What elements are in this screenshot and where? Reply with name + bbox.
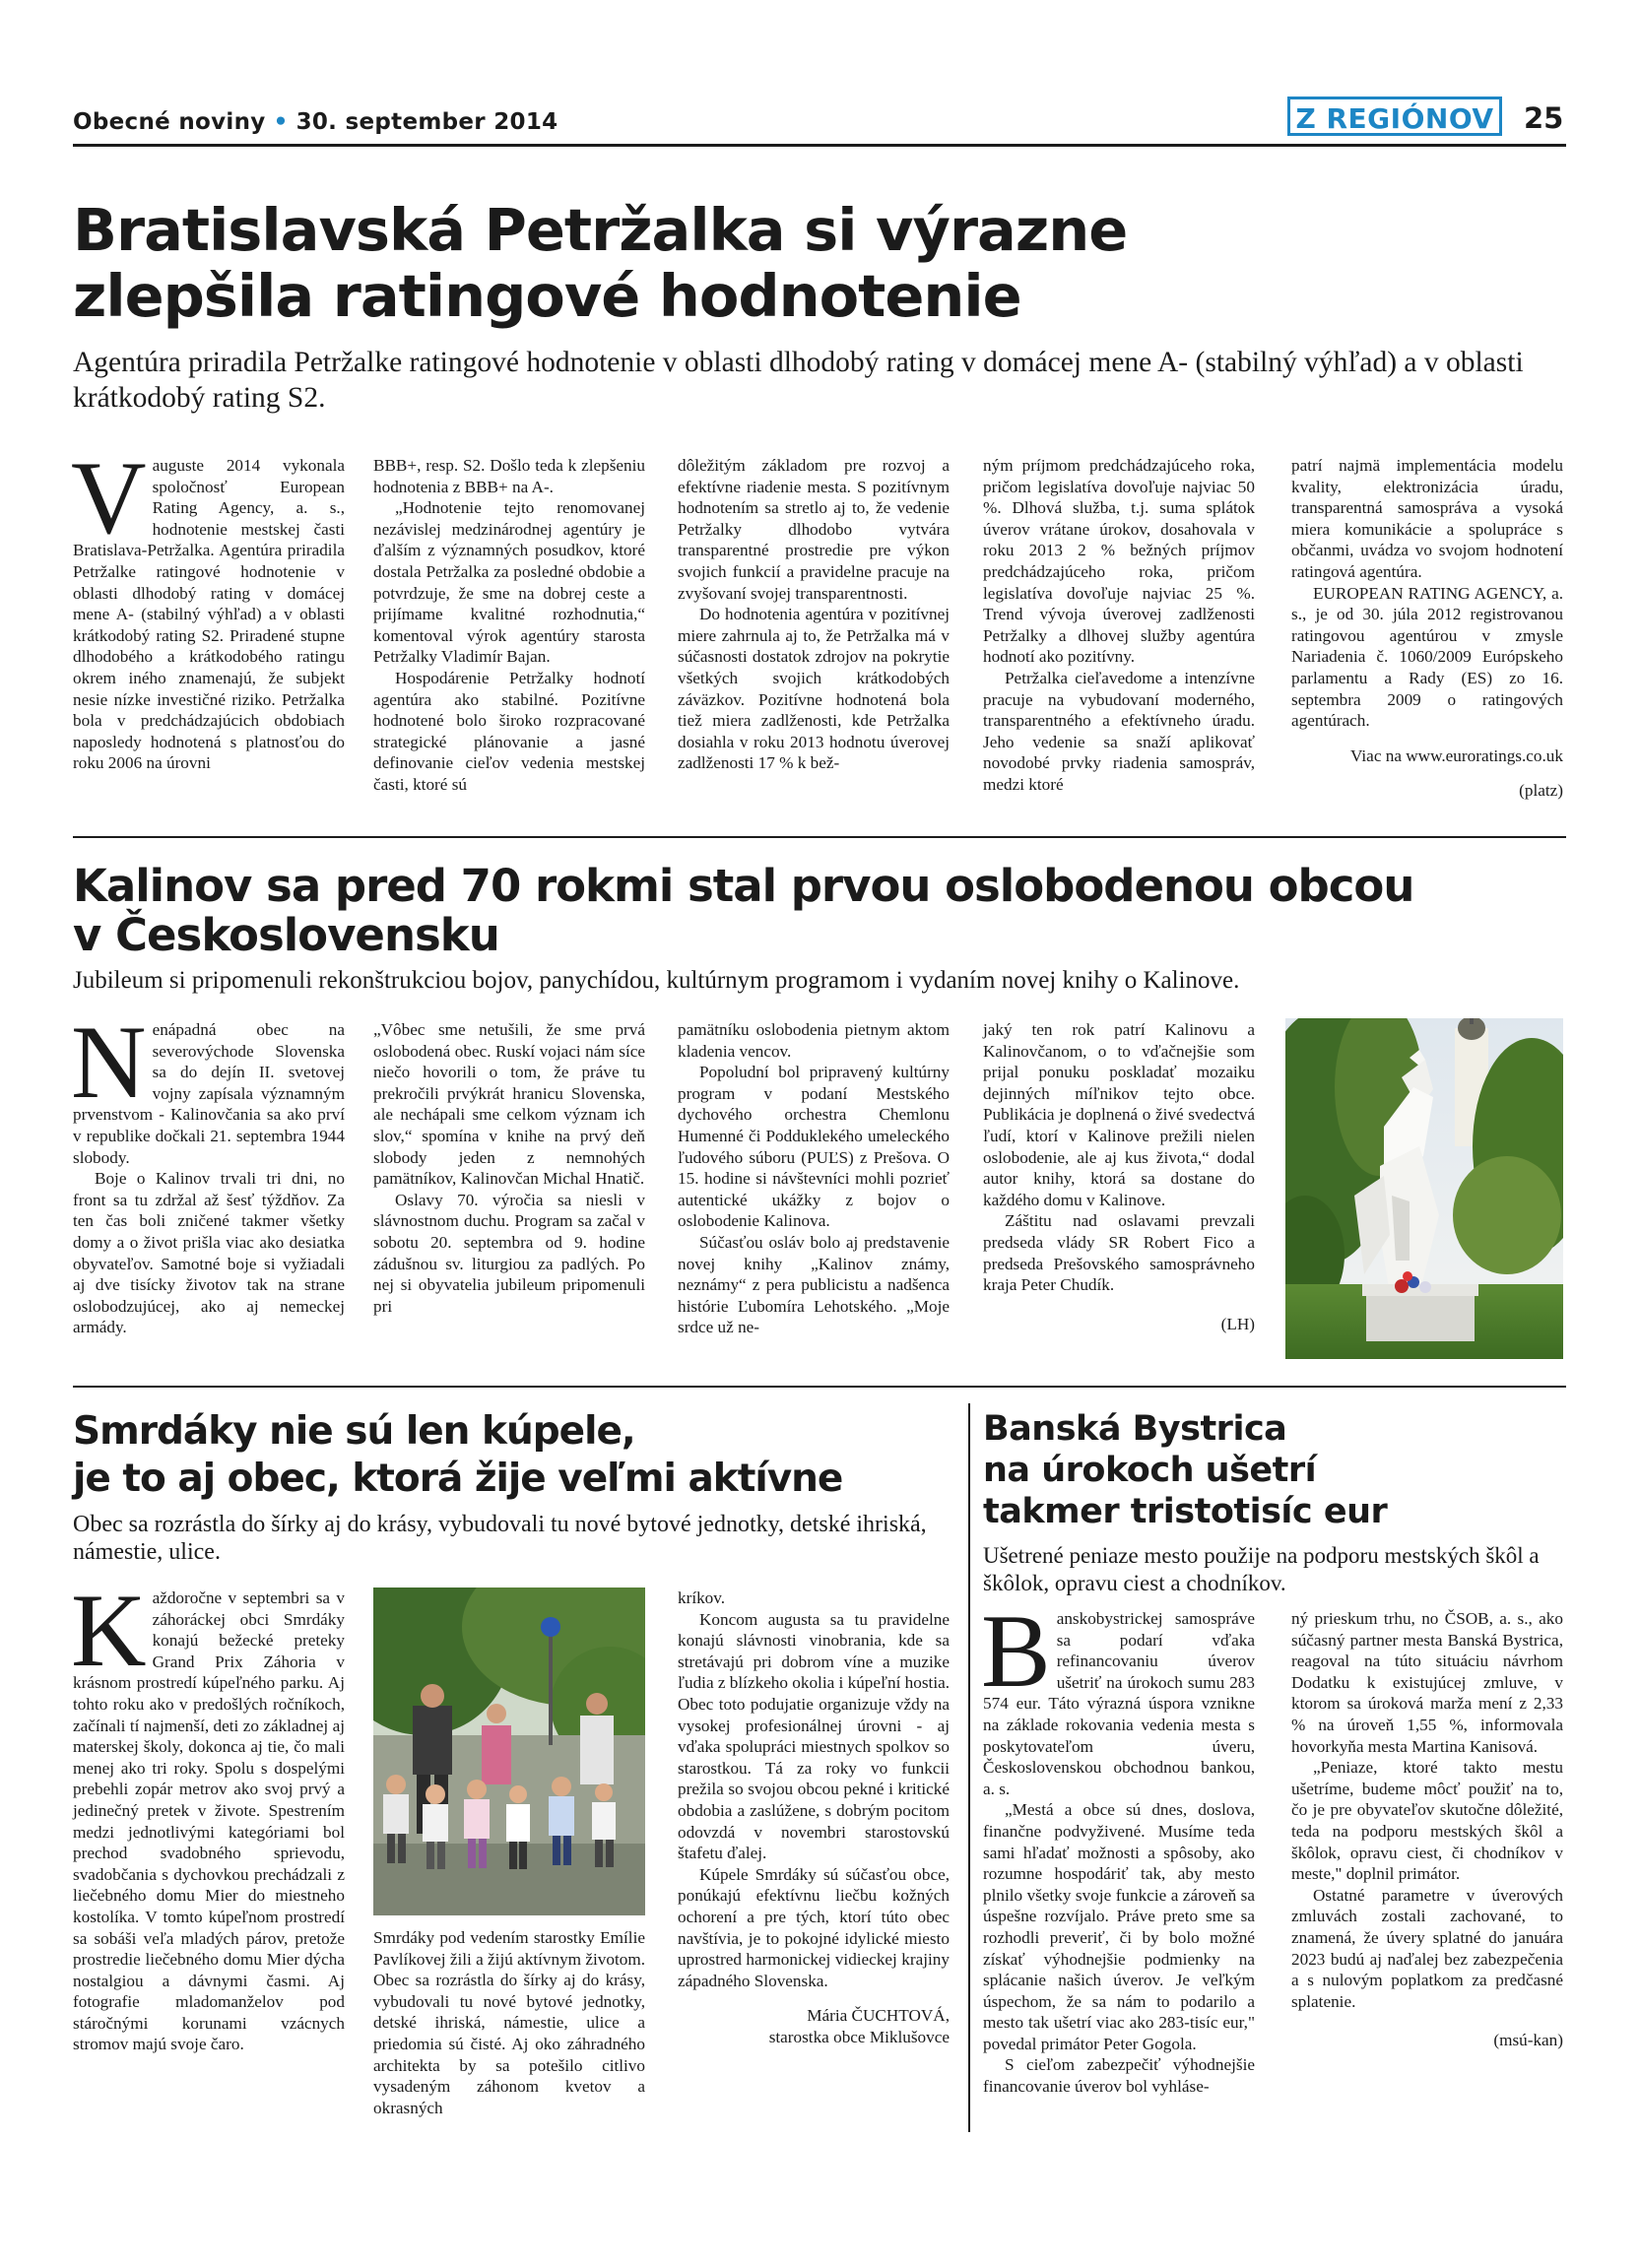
drop-cap: N bbox=[71, 1004, 147, 1120]
drop-cap: B bbox=[981, 1593, 1051, 1709]
body-text: Oslavy 70. výročia sa niesli v slávnostnom duchu. Program sa začal v sobotu 20. septembra od 9. hodine zádušnou sv. liturgiou za padlých. Po nej si obyvatelia jubileum pripomenuli pri bbox=[373, 1190, 645, 1316]
body-text: auguste 2014 vykonala spoločnosť European Rating Agency, a. s., hodnotenie mestskej časti Bratislava-Petržalka. Agentúra priradila Petržalke ratingové hodnotenie v oblasti dlhodobý rating v domácej mene A- (stabilný výhľad) a v oblasti krátkodobý rating S2. Priradené stupne dlhodobého a krátkodobého ratingu okrem iného znamenajú, že subjekt nesie nízke investičné riziko. Petržalka bola v predchádzajúcich obdobiach naposledy hodnotená s platnosťou do roku 2006 na úrovni bbox=[73, 456, 345, 773]
article4-column-1 bbox=[981, 1593, 1255, 2098]
author-name: Mária ČUCHTOVÁ, bbox=[807, 2006, 950, 2026]
article2-column-3 bbox=[678, 1019, 950, 1338]
headline-line-2: zlepšila ratingové hodnotenie bbox=[73, 262, 1021, 330]
body-text: Súčasťou osláv bolo aj predstavenie novej knihy „Kalinov známy, neznámy“ z pera publicistu a nadšenca histórie Ľubomíra Lehotského. „Moje srdce už ne- bbox=[678, 1232, 950, 1337]
drop-cap: V bbox=[71, 440, 147, 555]
body-text: aždoročne v septembri sa v záhoráckej obci Smrdáky konajú bežecké preteky Grand Prix Záhoria v krásnom prostredí kúpeľného parku. Aj tohto roku ako v predošlých ročníkoch, začínali tí najmenší, deti zo základnej aj materskej školy, dokonca aj tie, čo mali menej ako tri roky. Spolu s dospelými prebehli zopár metrov ako svoj prvý a jedinečný pretek v živote. Spestrením medzi jednotlivými kategóriami bol prechod svadobného sprievodu, svadobčania s dychovkou prechádzali z liečebného domu Mier do miestneho kostolíka. V tomto kúpeľnom prostredí sa sobáši veľa mladých párov, pretože prostredie liečebného domu Mier dýcha nostalgiou a dávnymi časmi. Aj fotografie mladomanželov pod stáročnými korunami vzácnych stromov majú svoje čaro. bbox=[73, 1588, 345, 2054]
article1-column-2 bbox=[373, 455, 645, 796]
monument-image-icon bbox=[1285, 1018, 1563, 1359]
headline-line-1: Bratislavská Petržalka si výrazne bbox=[73, 196, 1128, 264]
article-kalinov bbox=[73, 862, 1570, 996]
lead-paragraph: Obec sa rozrástla do šírky aj do krásy, vybudovali tu nové bytové jednotky, detské ihriská, námestie, ulice. bbox=[73, 1512, 927, 1565]
headline-line-3: takmer tristotisíc eur bbox=[983, 1492, 1388, 1531]
body-text: anskobystrickej samospráve sa podarí vďaka refinancovaniu úverov ušetriť na úrokoch sumu 283 574 eur. Táto výrazná úspora vznikne na základe rokovania vedenia mesta s poskytovateľom úveru, Československou obchodnou bankou, a. s. bbox=[983, 1609, 1255, 1798]
section-label: Z REGIÓNOV bbox=[1287, 97, 1502, 136]
body-text: enápadná obec na severovýchode Slovenska sa do dejín II. svetovej vojny zapísala významným prvenstvom - Kalinovčania sa ako prví v republike dočkali 21. septembra 1944 slobody. bbox=[73, 1020, 345, 1167]
photo-caption bbox=[373, 1927, 645, 2118]
lead-paragraph: Jubileum si pripomenuli rekonštrukciou bojov, panychídou, kultúrnym programom i vydaním novej knihy o Kalinove. bbox=[73, 967, 1240, 994]
body-text: jaký ten rok patrí Kalinovu a Kalinovčanom, o to vďačnejšie som prijal ponuku poskladať mozaiku dejinných míľnikov tejto obce. Publikácia je doplnená o živé svedectvá ľudí, ktorí v Kalinove prežili nielen oslobodenie, ale aj kus života,“ dodal autor knihy, ktorá sa dostane do každého domu v Kalinove. bbox=[983, 1020, 1255, 1209]
headline bbox=[73, 862, 1570, 960]
drop-cap: K bbox=[71, 1573, 147, 1688]
headline bbox=[983, 1408, 1564, 1532]
body-text: „Peniaze, ktoré takto mestu ušetríme, budeme môcť použiť na to, čo je pre obyvateľov skutočne dôležité, teda na podporu mestských škôl a škôlok, opravu ciest, či chodníkov v meste," doplnil primátor. bbox=[1291, 1758, 1563, 1884]
article2-column-2 bbox=[373, 1019, 645, 1317]
body-text: Boje o Kalinov trvali tri dni, no front sa tu zdržal až šesť týždňov. Za ten čas boli zničené takmer všetky domy a o život prišla viac ako desiatka obyvateľov. Samotné boje si vyžiadali aj dve tisícky životov tak na strane oslobodzujúcej, ako aj nemeckej armády. bbox=[73, 1169, 345, 1337]
body-text: kríkov. bbox=[678, 1588, 726, 1607]
article1-column-1 bbox=[71, 440, 345, 774]
body-text: „Vôbec sme netušili, že sme prvá oslobodená obec. Ruskí vojaci nám síce niečo hovorili o tom, že práve tu prekročili prvýkrát hranicu Slovenska, ale nechápali sme celkom význam ich slov,“ spomína v knihe na prvý deň slobody jeden z nemnohých pamätníkov, Kalinovčan Michal Hnatič. bbox=[373, 1020, 645, 1189]
author-role: starostka obce Miklušovce bbox=[768, 2027, 950, 2046]
body-text: Záštitu nad oslavami prevzali predseda vlády SR Robert Fico a predseda Prešovského samosprávneho kraja Peter Chudík. bbox=[983, 1211, 1255, 1295]
article1-column-5 bbox=[1291, 455, 1563, 802]
headline-line-1: Kalinov sa pred 70 rokmi stal prvou oslobodenou obcou bbox=[73, 860, 1414, 912]
article3-column-3 bbox=[678, 1588, 950, 2047]
lead-paragraph: Agentúra priradila Petržalke ratingové hodnotenie v oblasti dlhodobý rating v domácej mene A- (stabilný výhľad) a v oblasti krátkodobý rating S2. bbox=[73, 347, 1524, 414]
article1-column-3 bbox=[678, 455, 950, 774]
body-text: Kúpele Smrdáky sú súčasťou obce, ponúkajú efektívnu liečbu kožných ochorení a pre tých, ktorí túto obec navštívia, je to pokojné idylické miesto uprostred harmonickej vidieckej krajiny západného Slovenska. bbox=[678, 1864, 950, 1990]
body-text: Koncom augusta sa tu pravidelne konajú slávnosti vinobrania, kde sa stretávajú pri dobrom víne a muzike ľudia z blízkeho okolia i kúpeľní hostia. Obec toto podujatie organizuje vždy na vysokej profesionálnej úrovni - aj vďaka spolupráci miestnych spolkov so starostkou. Tá za roky vo funkcii prežila so svojou obcou pekné i kritické obdobia a zaslúžene, s dobrým pocitom odovzdá v novembri starostovskú štafetu ďalej. bbox=[678, 1609, 951, 1863]
lead-paragraph: Ušetrené peniaze mesto použije na podporu mestských škôl a škôlok, opravu ciest a chodníkov. bbox=[983, 1543, 1540, 1595]
website-link[interactable]: Viac na www.euroratings.co.uk bbox=[1350, 745, 1563, 765]
headline-line-1: Banská Bystrica bbox=[983, 1409, 1287, 1449]
author-signature: (msú-kan) bbox=[1493, 2031, 1563, 2050]
article1-column-4 bbox=[983, 455, 1255, 796]
body-text: Hospodárenie Petržalky hodnotí agentúra ako stabilné. Pozitívne hodnotené bolo široko rozpracované strategické plánovanie a jasné definovanie cieľov vedenia mestskej časti, ktoré sú bbox=[373, 668, 645, 794]
separator-dot-icon: • bbox=[273, 109, 289, 135]
children-race-image-icon bbox=[373, 1588, 645, 1915]
masthead bbox=[73, 109, 558, 135]
article-petrzalka bbox=[73, 197, 1570, 416]
body-text: Do hodnotenia agentúra v pozitívnej miere zahrnula aj to, že Petržalka má v súčasnosti dostatok zdrojov na pokrytie všetkých svojich krátkodobých záväzkov. Pozitívne hodnotená bola tiež miera zadlženosti, kde Petržalka dosiahla v roku 2013 hodnotu úverovej zadlženosti 17 % k bež- bbox=[678, 605, 950, 773]
page-number: 25 bbox=[1524, 101, 1564, 135]
headline bbox=[73, 197, 1570, 329]
issue-date: 30. september 2014 bbox=[295, 109, 558, 135]
body-text: ný prieskum trhu, no ČSOB, a. s., ako súčasný partner mesta Banská Bystrica, reagoval na túto situáciu návrhom Dodatku k existujúcej zmluve, v ktorom sa úroková marža mení z 2,33 % na úroveň 1,55 %, informovala hovorkyňa mesta Martina Kanisová. bbox=[1291, 1609, 1563, 1756]
body-text: „Mestá a obce sú dnes, doslova, finančne podvyživené. Musíme teda sami hľadať možnosti a spôsoby, ako rozumne hospodáriť tak, aby mesto plnilo všetky svoje funkcie a zároveň sa úspešne rozvíjalo. Práve preto sme sa rozhodli preveriť, či by bolo možné získať výhodnejšie podmienky na splácanie našich úverov. Je veľkým úspechom, že sa nám to podarilo a mesto tak ušetrí viac ako 283-tisíc eur," povedal primátor Peter Gogola. bbox=[983, 1800, 1255, 2053]
author-signature: (LH) bbox=[1220, 1314, 1255, 1333]
article3-column-1 bbox=[71, 1573, 345, 2055]
article2-column-4 bbox=[983, 1019, 1255, 1334]
body-text: „Hodnotenie tejto renomovanej nezávislej medzinárodnej agentúry je ďalším z významných posudkov, ktoré dostala Petržalka za posledné obdobie a potvrdzuje, že sme na dobrej ceste a prijímame kvalitné rozhodnutia,“ komentoval výrok agentúry starosta Petržalky Vladimír Bajan. bbox=[373, 498, 645, 667]
body-text: Ostatné parametre v úverových zmluvách zostali zachované, to znamená, že úvery splatné do januára 2023 budú aj naďalej bez zabezpečenia a s nulovým poplatkom za predčasné splatenie. bbox=[1291, 1885, 1563, 2011]
headline-line-1: Smrdáky nie sú len kúpele, bbox=[73, 1409, 635, 1454]
body-text: patrí najmä implementácia modelu kvality, elektronizácia úradu, transparentná samospráva a vysoká miera komunikácie a spolupráce s občanmi, uvádza vo svojom hodnotení ratingová agentúra. bbox=[1291, 456, 1563, 581]
body-text: ným príjmom predchádzajúceho roka, pričom legislatíva dovoľuje najviac 50 %. Dlhová služba, t.j. suma splátok úverov vrátane úrokov, dosahovala v roku 2013 2 % bežných príjmov predchádzajúceho roka, pričom legislatíva dovoľuje najviac 25 %. Trend vývoja úverovej zadlženosti Petržalky a dlhovej služby agentúra hodnotí ako pozitívny. bbox=[983, 456, 1255, 667]
body-text: EUROPEAN RATING AGENCY, a. s., je od 30. júla 2012 registrovanou ratingovou agentúrou v zmysle Nariadenia č. 1060/2009 Európskeho parlamentu a Rady (ES) zo 16. septembra 2009 o ratingových agentúrach. bbox=[1291, 583, 1563, 731]
body-text: Popoludní bol pripravený kultúrny program v podaní Mestského dychového orchestra Chemlonu Humenné či Podduklekého umeleckého ľudového súboru (PUĽS) z Prešova. O 15. hodine si návštevníci mohli pozrieť autentické ukážky z bojov o oslobodenie Kalinova. bbox=[678, 1063, 950, 1231]
body-text: BBB+, resp. S2. Došlo teda k zlepšeniu hodnotenia z BBB+ na A-. bbox=[373, 456, 645, 496]
header-rule bbox=[73, 144, 1566, 147]
column-divider bbox=[968, 1403, 970, 2132]
body-text: dôležitým základom pre rozvoj a efektívne riadenie mesta. S pozitívnym hodnotením sa stretlo aj to, že vedenie Petržalky dlhodobo vytvára transparentné prostredie pre výkon svojich funkcií a pravidelne pracuje na zvyšovaní svojej transparentnosti. bbox=[678, 456, 950, 603]
headline-line-2: v Československu bbox=[73, 909, 499, 961]
article4-column-2 bbox=[1291, 1608, 1563, 2051]
article-banska-bystrica bbox=[983, 1408, 1564, 1597]
article-smrdaky bbox=[73, 1408, 950, 1566]
body-text: pamätníku oslobodenia pietnym aktom kladenia vencov. bbox=[678, 1020, 950, 1061]
caption-text: Smrdáky pod vedením starostky Emílie Pavlíkovej žili a žijú aktívnym životom. Obec sa rozrástla do šírky aj do krásy, vybudovali tu nové bytové jednotky, detské ihriská, námestie, ulice a priedomia sú čisté. Aj oko záhradného architekta by sa potešilo citlivo vysadeným záhonom kvetov a okrasných bbox=[373, 1928, 645, 2117]
kalinov-monument-photo bbox=[1285, 1018, 1563, 1359]
paper-name: Obecné noviny bbox=[73, 109, 266, 135]
smrdaky-race-photo bbox=[373, 1588, 645, 1915]
divider-rule bbox=[73, 1386, 1566, 1388]
headline-line-2: je to aj obec, ktorá žije veľmi aktívne bbox=[73, 1457, 843, 1501]
divider-rule bbox=[73, 836, 1566, 838]
headline bbox=[73, 1408, 950, 1503]
body-text: S cieľom zabezpečiť výhodnejšie financovanie úverov bol vyhláse- bbox=[983, 2055, 1255, 2097]
body-text: Petržalka cieľavedome a intenzívne pracuje na vybudovaní moderného, transparentného a efektívneho úradu. Jeho vedenie sa snaží aplikovať novodobé prvky riadenia samospráv, medzi ktoré bbox=[983, 668, 1255, 794]
headline-line-2: na úrokoch ušetrí bbox=[983, 1451, 1317, 1490]
article2-column-1 bbox=[71, 1004, 345, 1338]
author-signature: (platz) bbox=[1519, 781, 1563, 801]
